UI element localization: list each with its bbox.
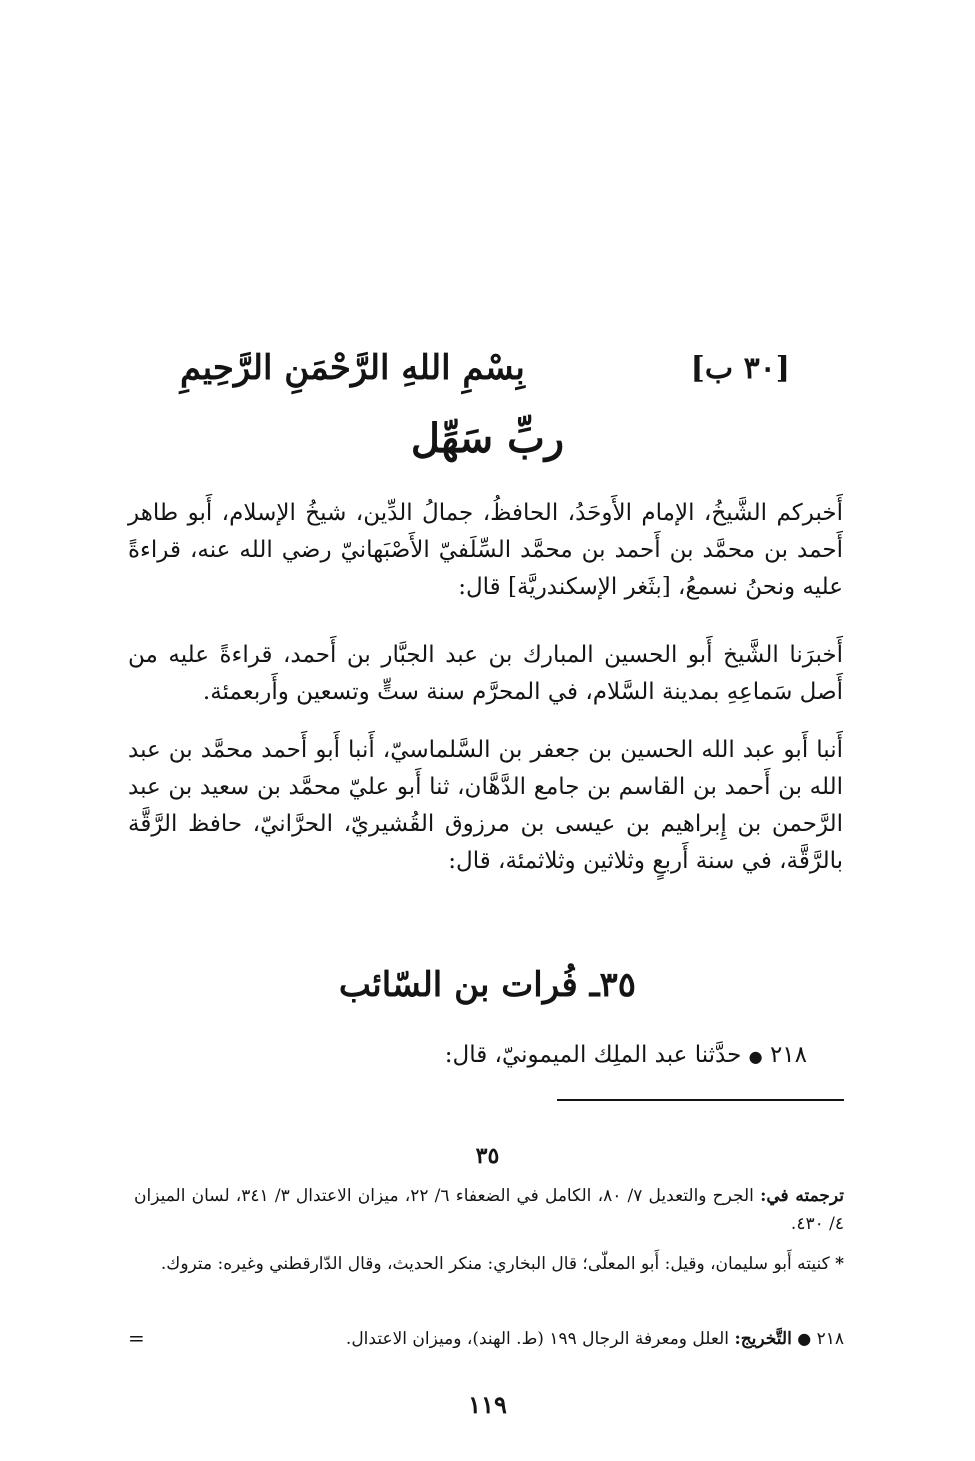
hadith-number: ٢١٨ bbox=[769, 1042, 807, 1068]
continuation-mark: = bbox=[128, 1326, 145, 1350]
takhrij-text: العلل ومعرفة الرجال ١٩٩ (ط. الهند)، وميزان الاعتدال. bbox=[345, 1329, 730, 1349]
footnote-note bbox=[134, 1250, 844, 1278]
biography-text: الجرح والتعديل ٧/ ٨٠، الكامل في الضعفاء ٦/ ٢٢، ميزان الاعتدال ٣/ ٣٤١، لسان الميزان ٤/ ٤٣٠. bbox=[134, 1186, 844, 1234]
hadith-text: حدَّثنا عبد الملِك الميمونيّ، قال: bbox=[444, 1042, 742, 1068]
page-number: ١١٩ bbox=[468, 1390, 507, 1419]
isnad-paragraph-3: أَنبا أَبو عبد الله الحسين بن جعفر بن السَّلماسيّ، أَنبا أَبو أَحمد محمَّد بن عبد الله بن أَحمد بن القاسم بن جامع الدَّهَّان، ثنا أَبو عليّ محمَّد بن سعيد بن عبد الرَّحمن بن إِبراهيم بن عيسى بن مرزوق القُشيريّ، الحرَّانيّ، حافظ الرَّقَّة بالرَّقَّة، في سنة أَربعٍ وثلاثين وثلاثمئة، قال: bbox=[128, 737, 843, 874]
isnad-paragraph-1: أَخبركم الشَّيخُ، الإمام الأَوحَدُ، الحافظُ، جمالُ الدِّين، شيخُ الإسلام، أَبو طاهر أَحمد بن محمَّد بن أَحمد بن محمَّد السِّلَفيّ الأَصْبَهانيّ رضي الله عنه، قراءةً عليه ونحنُ نسمعُ، [بثَغر الإسكندريَّة] قال: bbox=[128, 500, 843, 600]
footnote-biography bbox=[134, 1182, 844, 1238]
basmala-line bbox=[180, 338, 790, 398]
entry-title: ٣٥ـ فُرات بن السّائب bbox=[338, 965, 637, 1005]
takhrij-bullet: ● bbox=[797, 1329, 812, 1348]
note-text: كنيته أَبو سليمان، وقيل: أَبو المعلّى؛ قال البخاري: منكر الحديث، وقال الدّارقطني وغيره: متروك. bbox=[160, 1254, 830, 1274]
hadith-line bbox=[167, 1037, 807, 1075]
subtitle-invocation: ربِّ سَهِّل bbox=[410, 415, 565, 462]
takhrij-label: التَّخريج: bbox=[734, 1329, 792, 1349]
footnote-divider bbox=[557, 1099, 844, 1101]
footnote-takhrij bbox=[134, 1325, 844, 1353]
basmala: بِسْمِ اللهِ الرَّحْمَنِ الرَّحِيمِ bbox=[180, 348, 525, 388]
takhrij-number: ٢١٨ bbox=[816, 1329, 844, 1349]
footnote-number: ٣٥ bbox=[475, 1143, 500, 1169]
folio-marker: [٣٠ ب] bbox=[690, 350, 790, 386]
isnad-paragraph-2: أَخبرَنا الشَّيخ أَبو الحسين المبارك بن عبد الجبَّار بن أَحمد، قراءةً عليه من أَصل سَماعِهِ بمدينة السَّلام، في المحرَّم سنة ستٍّ وتسعين وأَربعمئة. bbox=[128, 642, 843, 705]
biography-label: ترجمته في: bbox=[760, 1186, 845, 1206]
note-star: * bbox=[835, 1254, 844, 1274]
hadith-bullet: ● bbox=[748, 1047, 763, 1066]
